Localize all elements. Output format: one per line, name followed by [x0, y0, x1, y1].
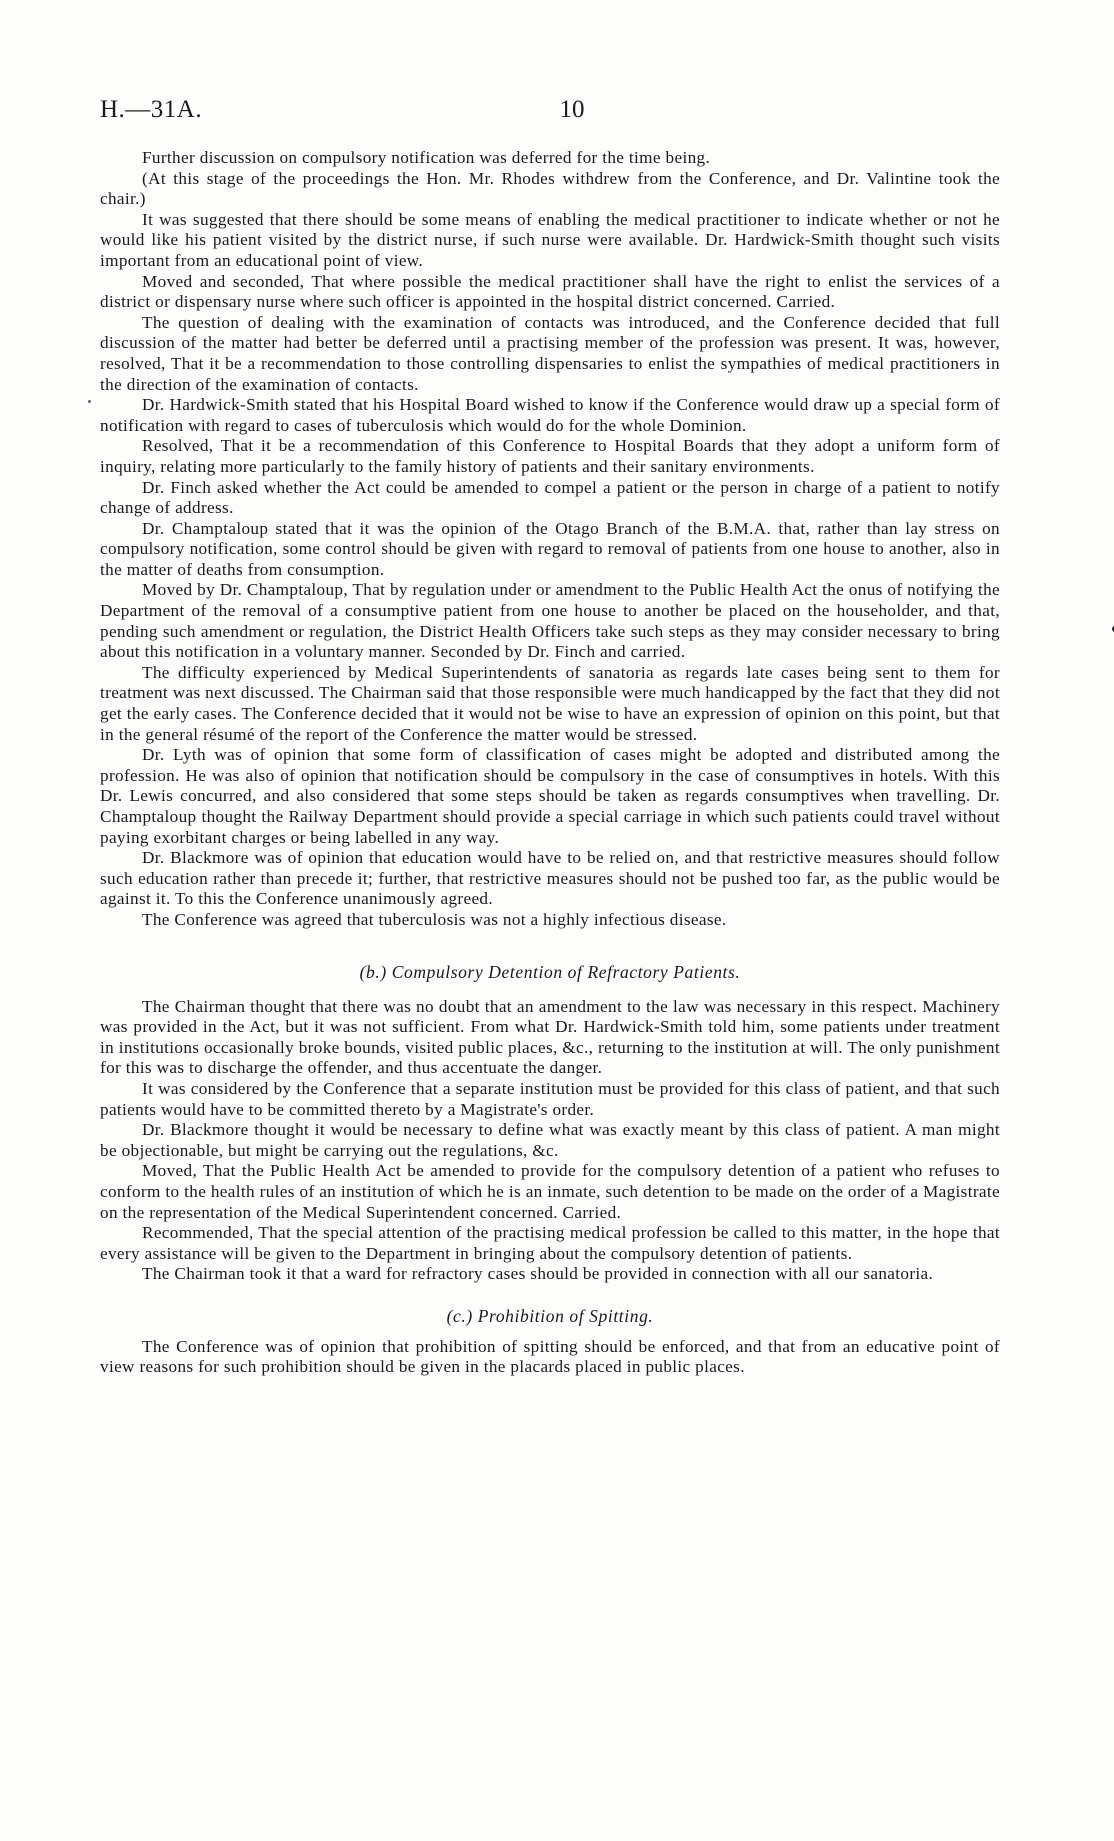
- paragraph: Moved and seconded, That where possible the medical practitioner shall have the right to enlist the services of a district or dispensary nurse where such officer is appointed in the hospital district concerned. Carried.: [100, 271, 1000, 312]
- paragraph: Dr. Blackmore thought it would be necessary to define what was exactly meant by this class of patient. A man might be objectionable, but might be carrying out the regulations, &c.: [100, 1120, 1000, 1160]
- paragraph: The difficulty experienced by Medical Superintendents of sanatoria as regards late cases being sent to them for treatment was next discussed. The Chairman said that those responsible were much handicapped by the fact that they did not get the early cases. The Conference decided that it would not be wise to have an expression of opinion on this point, but that in the general résumé of the report of the Conference the matter would be stressed.: [100, 662, 1000, 744]
- body-text: [100, 148, 1000, 1378]
- page-header: [100, 96, 1014, 136]
- paragraph: The Chairman thought that there was no doubt that an amendment to the law was necessary in this respect. Machinery was provided in the Act, but it was not sufficient. From what Dr. Hardwick-Smith told him, some patients under treatment in institutions occasionally broke bounds, visited public places, &c., returning to the institution at will. The only punishment for this was to discharge the offender, and thus accentuate the danger.: [100, 996, 1000, 1078]
- paragraph: Dr. Lyth was of opinion that some form of classification of cases might be adopted and distributed among the profession. He was also of opinion that notification should be compulsory in the case of consumptives in hotels. With this Dr. Lewis concurred, and also considered that some steps should be taken as regards consumptives when travelling. Dr. Champtaloup thought the Railway Department should provide a special carriage in which such patients could travel without paying exorbitant charges or being labelled in any way.: [100, 745, 1000, 847]
- paragraph: The Conference was agreed that tuberculosis was not a highly infectious disease.: [142, 909, 727, 929]
- paragraph: The Chairman took it that a ward for refractory cases should be provided in connection with all our sanatoria.: [142, 1264, 934, 1284]
- paragraph: Recommended, That the special attention of the practising medical profession be called to this matter, in the hope that every assistance will be given to the Department in bringing about the compulsory detention of patients.: [100, 1223, 1000, 1263]
- paragraph: Resolved, That it be a recommendation of this Conference to Hospital Boards that they adopt a uniform form of inquiry, relating more particularly to the family history of patients and their sanitary environments.: [100, 436, 1000, 476]
- paragraph: Moved, That the Public Health Act be amended to provide for the compulsory detention of a patient who refuses to conform to the health rules of an institution of which he is an inmate, such detention to be made on the order of a Magistrate on the representation of the Medical Superintendent concerned. Carried.: [100, 1161, 1000, 1222]
- margin-mark: [88, 400, 91, 403]
- document-reference: H.—31A.: [100, 96, 203, 123]
- paragraph: It was considered by the Conference that a separate institution must be provided for this class of patient, and that such patients would have to be committed thereto by a Magistrate's order.: [100, 1078, 1000, 1119]
- paragraph: Dr. Hardwick-Smith stated that his Hospital Board wished to know if the Conference would draw up a special form of notification with regard to cases of tuberculosis which would do for the whole Dominion.: [100, 395, 1000, 435]
- paragraph: It was suggested that there should be some means of enabling the medical practitioner to indicate whether or not he would like his patient visited by the district nurse, if such nurse were available. Dr. Hardwick-Smith thought such visits important from an educational point of view.: [100, 209, 1000, 270]
- paragraph: The Conference was of opinion that prohibition of spitting should be enforced, and that from an educative point of view reasons for such prohibition should be given in the placards placed in public places.: [100, 1336, 1000, 1377]
- paragraph: The question of dealing with the examination of contacts was introduced, and the Conference decided that full discussion of the matter had better be deferred until a practising member of the profession was present. It was, however, resolved, That it be a recommendation to those controlling dispensaries to enlist the sympathies of medical practitioners in the direction of the examination of contacts.: [100, 312, 1000, 394]
- paragraph: Further discussion on compulsory notification was deferred for the time being.: [142, 148, 711, 167]
- paragraph: (At this stage of the proceedings the Hon. Mr. Rhodes withdrew from the Conference, and Dr. Valintine took the chair.): [100, 168, 1000, 209]
- paragraph: Dr. Blackmore was of opinion that education would have to be relied on, and that restrictive measures should follow such education rather than precede it; further, that restrictive measures should not be pushed too far, as the public would be against it. To this the Conference unanimously agreed.: [100, 848, 1000, 909]
- page-number: 10: [559, 96, 585, 123]
- paragraph: Moved by Dr. Champtaloup, That by regulation under or amendment to the Public Health Act the onus of notifying the Department of the removal of a consumptive patient from one house to another be placed on the householder, and that, pending such amendment or regulation, the District Health Officers take such steps as they may consider necessary to bring about this notification in a voluntary manner. Seconded by Dr. Finch and carried.: [100, 580, 1000, 662]
- paragraph: Dr. Champtaloup stated that it was the opinion of the Otago Branch of the B.M.A. that, rather than lay stress on compulsory notification, some control should be given with regard to removal of patients from one house to another, also in the matter of deaths from consumption.: [100, 518, 1000, 579]
- section-heading: (b.) Compulsory Detention of Refractory Patients.: [359, 961, 741, 982]
- paragraph: Dr. Finch asked whether the Act could be amended to compel a patient or the person in charge of a patient to notify change of address.: [100, 477, 1000, 518]
- section-heading: (c.) Prohibition of Spitting.: [446, 1305, 654, 1326]
